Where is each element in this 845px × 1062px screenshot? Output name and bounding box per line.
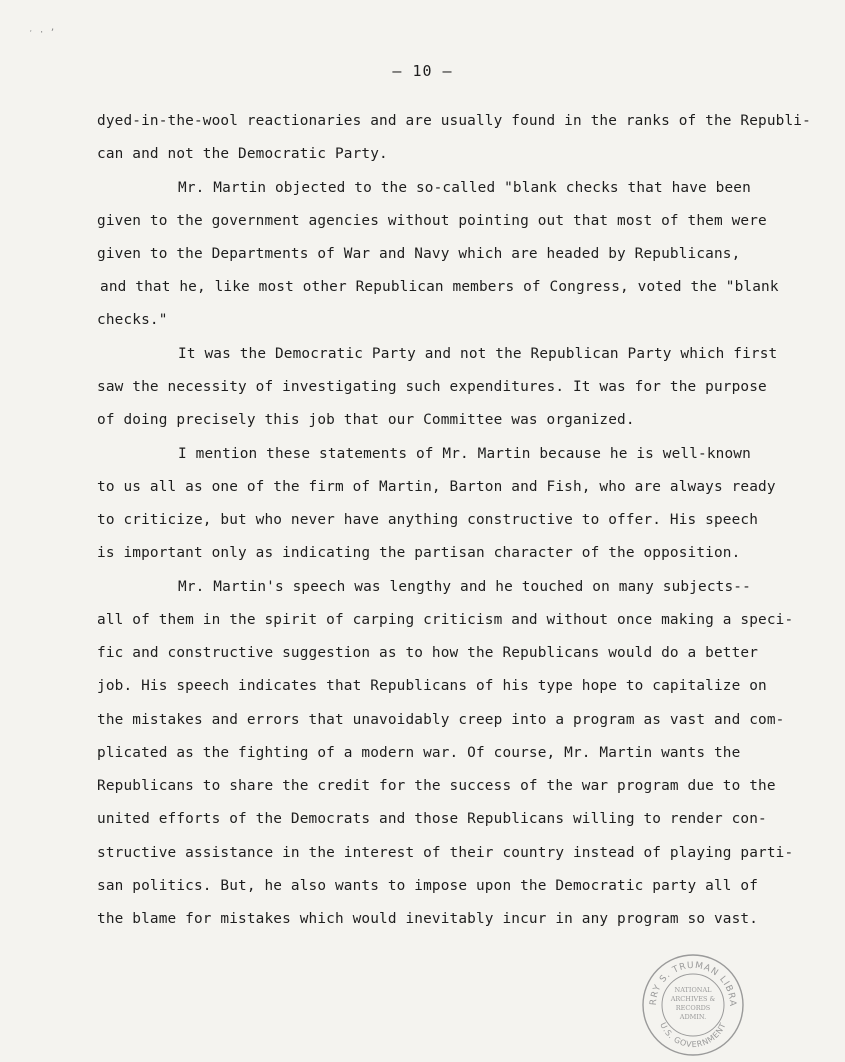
text-line: united efforts of the Democrats and those Republicans willing to render con- xyxy=(97,811,767,827)
text-line: to us all as one of the firm of Martin, Barton and Fish, who are always ready xyxy=(97,479,776,495)
text-line: all of them in the spirit of carping criticism and without once making a speci- xyxy=(97,612,794,628)
stamp-center-line: RECORDS xyxy=(675,1004,711,1012)
stamp-center-line: NATIONAL xyxy=(674,986,712,994)
text-line: is important only as indicating the partisan character of the opposition. xyxy=(97,545,741,561)
text-line: can and not the Democratic Party. xyxy=(97,146,388,162)
stamp-outer-textpath: RRY S. TRUMAN LIBRA xyxy=(648,960,738,1008)
text-line: job. His speech indicates that Republicans of his type hope to capitalize on xyxy=(97,678,767,694)
text-line: Mr. Martin objected to the so-called "blank checks that have been xyxy=(178,180,751,196)
text-line: Mr. Martin's speech was lengthy and he touched on many subjects-- xyxy=(178,579,751,595)
stamp-bottom-text xyxy=(658,1021,728,1049)
text-line: fic and constructive suggestion as to how the Republicans would do a better xyxy=(97,645,759,661)
scan-specks: ˑ · ʼ xyxy=(28,28,56,38)
text-line: given to the Departments of War and Navy which are headed by Republicans, xyxy=(97,246,741,262)
text-line: structive assistance in the interest of their country instead of playing parti- xyxy=(97,845,794,861)
text-line: the blame for mistakes which would inevitably incur in any program so vast. xyxy=(97,911,759,927)
archive-stamp xyxy=(640,952,746,1058)
text-line: Republicans to share the credit for the success of the war program due to the xyxy=(97,778,776,794)
text-line: plicated as the fighting of a modern war. Of course, Mr. Martin wants the xyxy=(97,745,741,761)
text-line: san politics. But, he also wants to impose upon the Democratic party all of xyxy=(97,878,759,894)
stamp-center-line: ARCHIVES & xyxy=(670,995,716,1003)
stamp-bottom-textpath: U.S. GOVERNMENT xyxy=(658,1021,728,1050)
stamp-center-line: ADMIN. xyxy=(679,1013,707,1021)
text-line: checks." xyxy=(97,312,168,328)
text-line: saw the necessity of investigating such expenditures. It was for the purpose xyxy=(97,379,767,395)
text-line: given to the government agencies without pointing out that most of them were xyxy=(97,213,767,229)
text-line: and that he, like most other Republican members of Congress, voted the "blank xyxy=(100,279,779,295)
text-line: of doing precisely this job that our Committee was organized. xyxy=(97,412,635,428)
page-number: – 10 – xyxy=(392,62,453,80)
text-line: dyed-in-the-wool reactionaries and are usually found in the ranks of the Republi- xyxy=(97,113,811,129)
text-line: It was the Democratic Party and not the Republican Party which first xyxy=(178,346,778,362)
text-line: to criticize, but who never have anything constructive to offer. His speech xyxy=(97,512,759,528)
text-line: I mention these statements of Mr. Martin because he is well-known xyxy=(178,446,751,462)
text-line: the mistakes and errors that unavoidably creep into a program as vast and com- xyxy=(97,712,785,728)
archive-stamp-seal xyxy=(640,952,746,1058)
